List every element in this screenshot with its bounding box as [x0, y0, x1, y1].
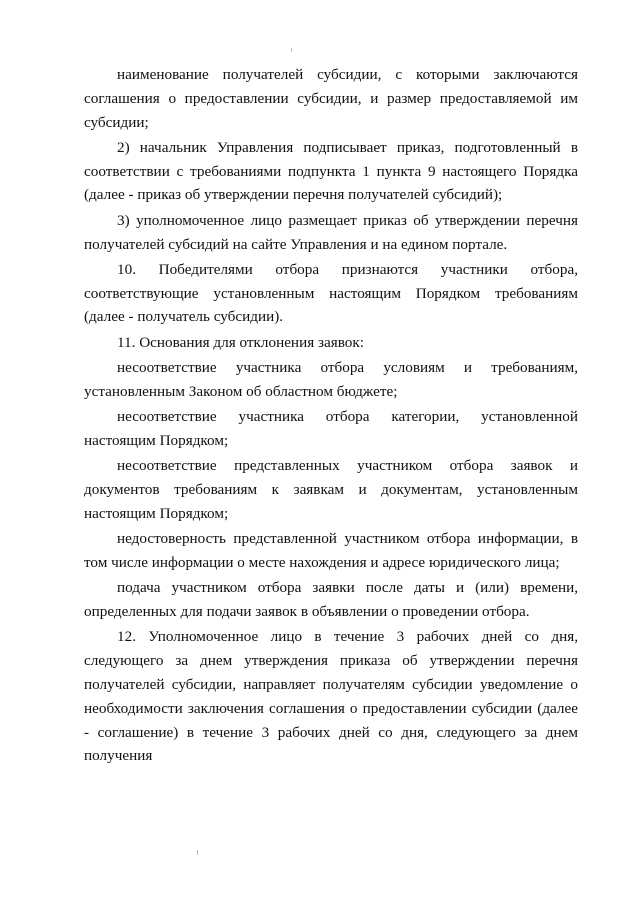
paragraph-12-notification: 12. Уполномоченное лицо в течение 3 рабочих дней со дня, следующего за днем утверждения приказа об утверждении перечня получателей субсидии, направляет получателям субсидии уведомление о необходимости заключения соглашения о предоставлении субсидии (далее - соглашение) в течение 3 рабочих дней со дня, следующего за днем получения	[84, 628, 578, 765]
paragraph-recipients-list-continuation: наименование получателей субсидии, с которыми заключаются соглашения о предоставлении субсидии, и размер предоставляемой им субсидии;	[84, 66, 578, 131]
paragraph-head-signs-order: 2) начальник Управления подписывает приказ, подготовленный в соответствии с требованиями подпункта 1 пункта 9 настоящего Порядка (далее - приказ об утверждении перечня получателей субсидий);	[84, 138, 578, 204]
scan-mark-top	[291, 48, 292, 52]
document-body	[84, 63, 578, 770]
scan-mark-bottom	[197, 850, 198, 855]
paragraph-11-rejection-grounds: 11. Основания для отклонения заявок:	[117, 333, 364, 351]
paragraph-rejection-late-submission: подача участником отбора заявки после даты и (или) времени, определенных для подачи заявок в объявлении о проведении отбора.	[84, 579, 578, 621]
paragraph-rejection-conditions: несоответствие участника отбора условиям и требованиям, установленным Законом об областном бюджете;	[84, 359, 578, 400]
paragraph-rejection-false-info: недостоверность представленной участником отбора информации, в том числе информации о месте нахождения и адресе юридического лица;	[84, 530, 578, 571]
paragraph-rejection-documents: несоответствие представленных участником отбора заявок и документов требованиям к заявкам и документам, установленным настоящим Порядком;	[84, 457, 578, 522]
paragraph-publish-order: 3) уполномоченное лицо размещает приказ об утверждении перечня получателей субсидий на сайте Управления и на едином портале.	[84, 211, 578, 253]
paragraph-10-winners: 10. Победителями отбора признаются участники отбора, соответствующие установленным настоящим Порядком требованиям (далее - получатель субсидии).	[84, 260, 578, 326]
paragraph-rejection-category: несоответствие участника отбора категории, установленной настоящим Порядком;	[84, 408, 578, 449]
